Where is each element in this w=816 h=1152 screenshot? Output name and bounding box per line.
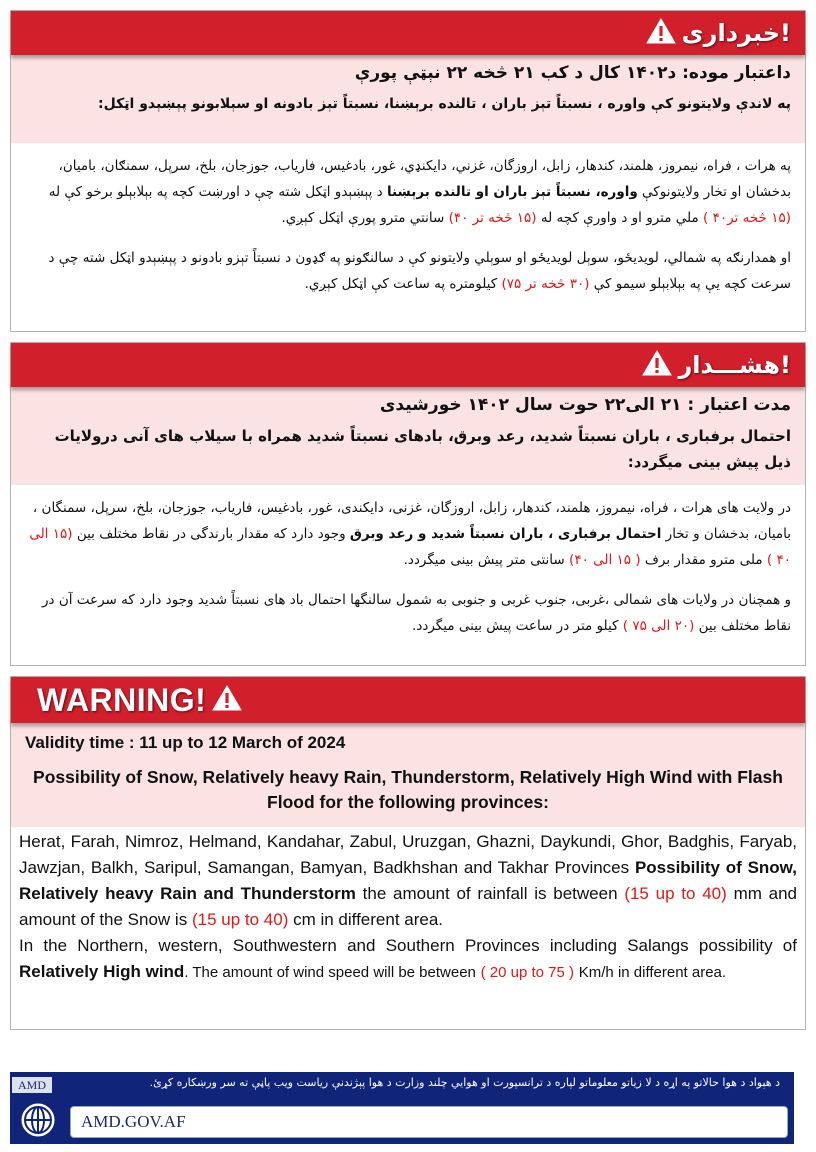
english-p1-provinces: Herat, Farah, Nimroz, Helmand, Kandahar, Zabul, Uruzgan, Ghazni, Daykundi, Ghor, Badghis, Faryab, Jawzjan, Balkh, Saripul, Samangan, Bamyan, Badkhshan and Takhar Provinces xyxy=(19,832,797,877)
dari-rain-range: (۱۵ الی ۴۰ ) xyxy=(29,526,791,568)
pashto-p1-provinces: په هرات ، فراه، نیمروز، هلمند، کندهار، زابل، اروزگان، غزني، دایکنډي، غور، بادغیس، فاریاب، جوزجان، بلخ، سرپل، سمنګان، بامیان، بدخشان او تخار ولایتونوکې xyxy=(58,158,791,200)
pashto-title: خبرداری! xyxy=(681,19,791,47)
dari-paragraph-1 xyxy=(25,495,791,573)
dari-wind-range: (۲۰ الی ۷۵ ) xyxy=(622,618,695,634)
dari-snow-range: ( ۱۵ الی ۴۰) xyxy=(569,552,641,568)
pashto-p2-text-2: کیلومتره په ساعت کې اټکل کېږي. xyxy=(304,276,498,292)
pashto-p1-text: د پېښېدو اټکل شته چې د اورښت کچه په بېلابېلو برخو کې له xyxy=(48,184,383,200)
dari-title: هشـــدار! xyxy=(678,351,791,379)
english-p1-text-3: cm in different area. xyxy=(293,910,444,929)
warning-triangle-icon xyxy=(646,18,676,48)
dari-p2-text-2: کیلو متر در ساعت پیش بینی میگردد. xyxy=(412,618,619,634)
pashto-warning-section xyxy=(10,10,806,332)
pashto-paragraph-2 xyxy=(25,245,791,297)
dari-p1-text: وجود دارد که مقدار بارندگی در نقاط مختلف بین xyxy=(76,526,346,542)
english-rain-range: (15 up to 40) xyxy=(624,884,727,903)
pashto-summary xyxy=(11,55,805,143)
pashto-p1-hazards: واوره، نسبتاً تېز باران او تالنده برېښنا xyxy=(386,184,638,200)
english-p2-text: In the Northern, western, Southwestern and Southern Provinces including Salangs possibility of xyxy=(19,936,797,955)
dari-p2-text: و همچنان در ولایات های شمالی ،غربی، جنوب غربی و جنوبی به شمول سالنگها احتمال باد های نسبتاً شدید وجود دارد که سرعت آن در نقاط مختلف بین xyxy=(42,592,791,634)
dari-p1-text-3: سانتی متر پیش بینی میگردد. xyxy=(403,552,565,568)
pashto-p1-text-3: سانتي مترو پورې اټکل کېږي. xyxy=(281,210,445,226)
english-warning-section xyxy=(10,676,806,1030)
warning-triangle-icon xyxy=(212,685,242,715)
english-p1-text: the amount of rainfall is between xyxy=(362,884,618,903)
dari-header-bar xyxy=(11,343,805,387)
dari-p1-text-2: ملی مترو مقدار برف xyxy=(644,552,763,568)
english-summary xyxy=(11,723,805,827)
pashto-validity: داعتبار موده: د۱۴۰۲ کال د کب ۲۱ څخه ۲۲ نېټې پورې xyxy=(354,63,791,83)
pashto-wind-range: (۳۰ څخه تر ۷۵) xyxy=(501,276,590,292)
english-p2-text-2: . The amount of wind speed will be between xyxy=(184,964,476,981)
dari-paragraph-2 xyxy=(25,587,791,639)
pashto-p2-text: او همدارنګه په شمالي، لویدیځو، سوېل لویدیځو او سوېلي ولایتونو کې د سالنګونو په ګډون د نسبتاً تېزو بادونو د پېښېدو اټکل شته چې د سرعت کچه یې په بېلابېلو سیمو کې xyxy=(48,250,791,292)
pashto-snow-range: (۱۵ څخه تر ۴۰) xyxy=(448,210,537,226)
website-link[interactable]: AMD.GOV.AF xyxy=(70,1106,788,1138)
warning-triangle-icon xyxy=(642,350,672,380)
english-p2-text-3: Km/h in different area. xyxy=(578,964,727,981)
english-validity: Validity time : 11 up to 12 March of 2024 xyxy=(25,733,346,752)
dari-validity: مدت اعتبار : ۲۱ الی۲۲ حوت سال ۱۴۰۲ خورشیدی xyxy=(379,395,791,415)
pashto-header-bar xyxy=(11,11,805,55)
pashto-rain-range: (۱۵ څخه تر۴۰ ) xyxy=(703,210,791,226)
english-title: WARNING! xyxy=(37,681,207,718)
amd-badge: AMD xyxy=(12,1077,52,1093)
english-p2-hazard: Relatively High wind xyxy=(19,962,185,981)
english-possibility: Possibility of Snow, Relatively heavy Rain, Thunderstorm, Relatively High Wind with Flash Flood for the following provinces: xyxy=(33,767,783,812)
footer-note: د هېواد د هوا حالاتو په اړه د لا زیاتو معلوماتو لپاره د ترانسپورت او هوایي چلند وزارت د هوا پېژندنې ریاست ویب پاڼې ته سر ورښکاره کړئ. xyxy=(149,1076,780,1089)
dari-body xyxy=(11,485,805,649)
dari-p1-hazards: احتمال برفباری ، باران نسبتاً شدید و رعد وبرق xyxy=(349,526,662,542)
english-header-bar xyxy=(11,677,805,723)
dari-summary xyxy=(11,387,805,485)
globe-icon xyxy=(18,1100,58,1140)
english-p1-text-2: mm and amount of the Snow is xyxy=(19,884,797,929)
pashto-body xyxy=(11,143,805,307)
pashto-possibility: په لاندې ولایتونو کې واوره ، نسبتاً تېز باران ، تالنده برېښنا، نسبتاً تېز بادونه او سېلابونو پېښېدو اټکل: xyxy=(98,96,791,112)
pashto-p1-text-2: ملي مترو او د واورې کچه له xyxy=(540,210,699,226)
english-snow-range: (15 up to 40) xyxy=(191,910,289,929)
dari-possibility: احتمال برفباری ، باران نسبتاً شدید، رعد وبرق، بادهای نسبتاً شدید همراه با سیلاب های آنی درولایات ذیل پیش بینی میگردد: xyxy=(54,427,791,471)
english-p1-hazards: Possibility of Snow, Relatively heavy Rain and Thunderstorm xyxy=(19,858,797,903)
dari-p1-provinces: در ولایت های هرات ، فراه، نیمروز، هلمند، کندهار، زابل، اروزگان، غزنی، دایکندی، غور، بادغیس، فاریاب، جوزجان، بلخ، سرپل، سمنگان ، بامیان، بدخشان و تخار xyxy=(32,500,791,542)
english-wind-range: ( 20 up to 75 ) xyxy=(480,964,575,981)
english-body xyxy=(11,827,805,990)
pashto-paragraph-1 xyxy=(25,153,791,231)
dari-warning-section xyxy=(10,342,806,666)
footer-banner xyxy=(10,1072,794,1144)
